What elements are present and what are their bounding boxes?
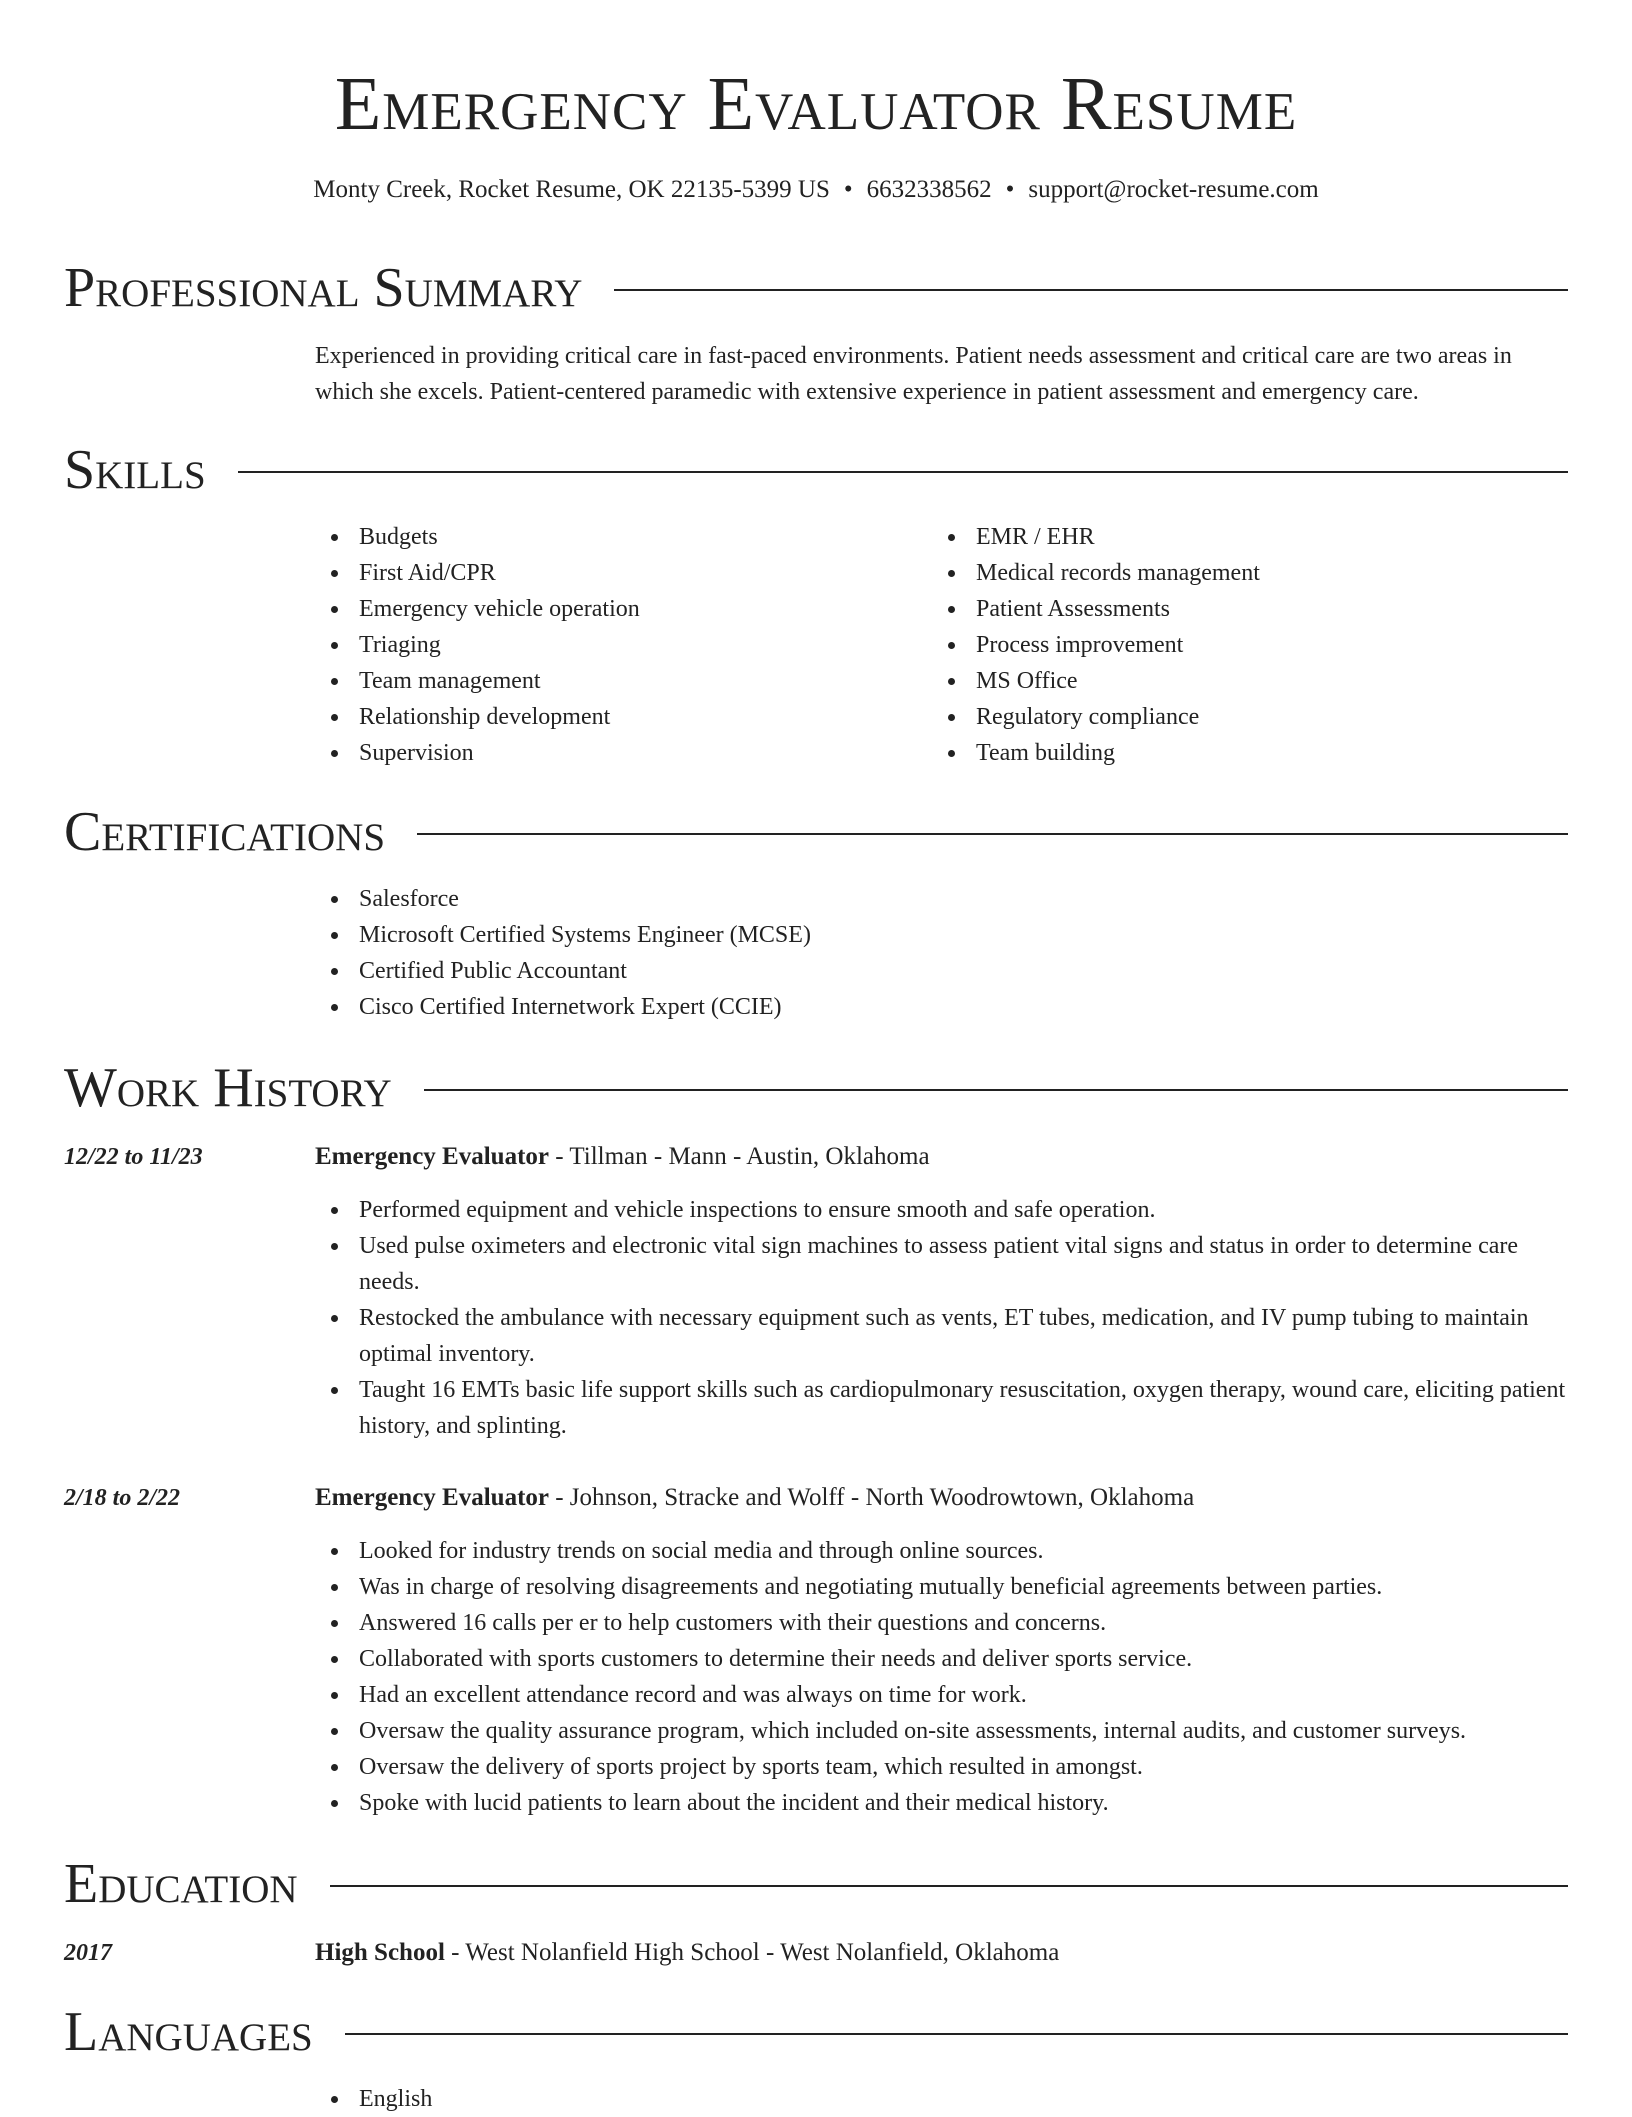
skill-item: Process improvement xyxy=(932,627,1562,663)
section-divider xyxy=(238,471,1568,473)
job-dates: 2/18 to 2/22 xyxy=(64,1485,181,1511)
section-header-work-history xyxy=(64,1056,1568,1120)
job-bullet: Answered 16 calls per er to help customers with their questions and concerns. xyxy=(315,1605,1570,1641)
section-divider xyxy=(345,2033,1568,2035)
resume-title: Emergency Evaluator Resume xyxy=(334,62,1298,146)
job-bullet: Performed equipment and vehicle inspections to ensure smooth and safe operation. xyxy=(315,1192,1570,1228)
skill-item: Triaging xyxy=(315,627,915,663)
section-title: Work History xyxy=(64,1057,392,1119)
section-title: Languages xyxy=(64,2001,313,2063)
education-degree: High School xyxy=(315,1939,445,1966)
job-heading xyxy=(315,1139,930,1175)
skill-item: Team building xyxy=(932,735,1562,771)
skill-item: Team management xyxy=(315,663,915,699)
section-divider xyxy=(614,289,1568,291)
job-dates: 12/22 to 11/23 xyxy=(64,1144,203,1170)
skill-item: Emergency vehicle operation xyxy=(315,591,915,627)
skill-item: MS Office xyxy=(932,663,1562,699)
summary-text: Experienced in providing critical care in fast-paced environments. Patient needs assessment and critical care are two areas in which she excels. Patient-centered paramedic with extensive experience in patient assessment and emergency care. xyxy=(315,343,1512,405)
job-bullet: Oversaw the quality assurance program, which included on-site assessments, internal audits, and customer surveys. xyxy=(315,1713,1570,1749)
section-title: Professional Summary xyxy=(64,257,583,319)
section-header-education xyxy=(64,1852,1568,1916)
section-header-summary xyxy=(64,256,1568,320)
section-title: Certifications xyxy=(64,801,386,863)
education-heading xyxy=(315,1935,1059,1971)
certification-item: Certified Public Accountant xyxy=(315,953,1565,989)
job-bullet: Restocked the ambulance with necessary equipment such as vents, ET tubes, medication, and IV pump tubing to maintain optimal inventory. xyxy=(315,1300,1570,1372)
skill-item: First Aid/CPR xyxy=(315,555,915,591)
job-bullet: Had an excellent attendance record and was always on time for work. xyxy=(315,1677,1570,1713)
certification-item: Salesforce xyxy=(315,881,1565,917)
job-bullet: Was in charge of resolving disagreements and negotiating mutually beneficial agreements between parties. xyxy=(315,1569,1570,1605)
section-title: Skills xyxy=(64,439,206,501)
contact-address: Monty Creek, Rocket Resume, OK 22135-5399 US xyxy=(313,176,830,203)
job-bullet: Used pulse oximeters and electronic vital sign machines to assess patient vital signs and status in order to determine care needs. xyxy=(315,1228,1570,1300)
section-divider xyxy=(330,1885,1568,1887)
certification-item: Microsoft Certified Systems Engineer (MCSE) xyxy=(315,917,1565,953)
skill-item: Relationship development xyxy=(315,699,915,735)
section-title: Education xyxy=(64,1853,298,1915)
job-title: Emergency Evaluator xyxy=(315,1484,549,1511)
education-school: - West Nolanfield High School - West Nolanfield, Oklahoma xyxy=(444,1939,1060,1966)
job-bullets xyxy=(315,1533,1570,1821)
certification-item: Cisco Certified Internetwork Expert (CCIE) xyxy=(315,989,1565,1025)
section-header-languages xyxy=(64,2000,1568,2064)
job-bullet: Taught 16 EMTs basic life support skills such as cardiopulmonary resuscitation, oxygen therapy, wound care, eliciting patient history, and splinting. xyxy=(315,1372,1570,1444)
contact-email[interactable]: support@rocket-resume.com xyxy=(1028,176,1319,203)
section-divider xyxy=(424,1089,1568,1091)
education-year: 2017 xyxy=(64,1940,112,1966)
skills-list-right xyxy=(932,519,1562,771)
skill-item: Medical records management xyxy=(932,555,1562,591)
skill-item: EMR / EHR xyxy=(932,519,1562,555)
skill-item: Regulatory compliance xyxy=(932,699,1562,735)
job-bullets xyxy=(315,1192,1570,1444)
job-bullet: Collaborated with sports customers to determine their needs and deliver sports service. xyxy=(315,1641,1570,1677)
contact-phone: 6632338562 xyxy=(866,176,992,203)
section-header-certifications xyxy=(64,800,1568,864)
certifications-list xyxy=(315,881,1565,1025)
skills-list-left xyxy=(315,519,915,771)
contact-line xyxy=(0,172,1632,208)
section-header-skills xyxy=(64,438,1568,502)
contact-separator: • xyxy=(843,176,853,203)
section-divider xyxy=(417,833,1568,835)
job-company: - Tillman - Mann - Austin, Oklahoma xyxy=(548,1143,930,1170)
skill-item: Supervision xyxy=(315,735,915,771)
job-bullet: Spoke with lucid patients to learn about the incident and their medical history. xyxy=(315,1785,1570,1821)
job-bullet: Oversaw the delivery of sports project by sports team, which resulted in amongst. xyxy=(315,1749,1570,1785)
contact-separator: • xyxy=(1005,176,1015,203)
skill-item: Budgets xyxy=(315,519,915,555)
language-item: English xyxy=(315,2081,1565,2117)
job-company: - Johnson, Stracke and Wolff - North Woodrowtown, Oklahoma xyxy=(548,1484,1195,1511)
job-bullet: Looked for industry trends on social media and through online sources. xyxy=(315,1533,1570,1569)
skill-item: Patient Assessments xyxy=(932,591,1562,627)
job-title: Emergency Evaluator xyxy=(315,1143,549,1170)
job-heading xyxy=(315,1480,1194,1516)
